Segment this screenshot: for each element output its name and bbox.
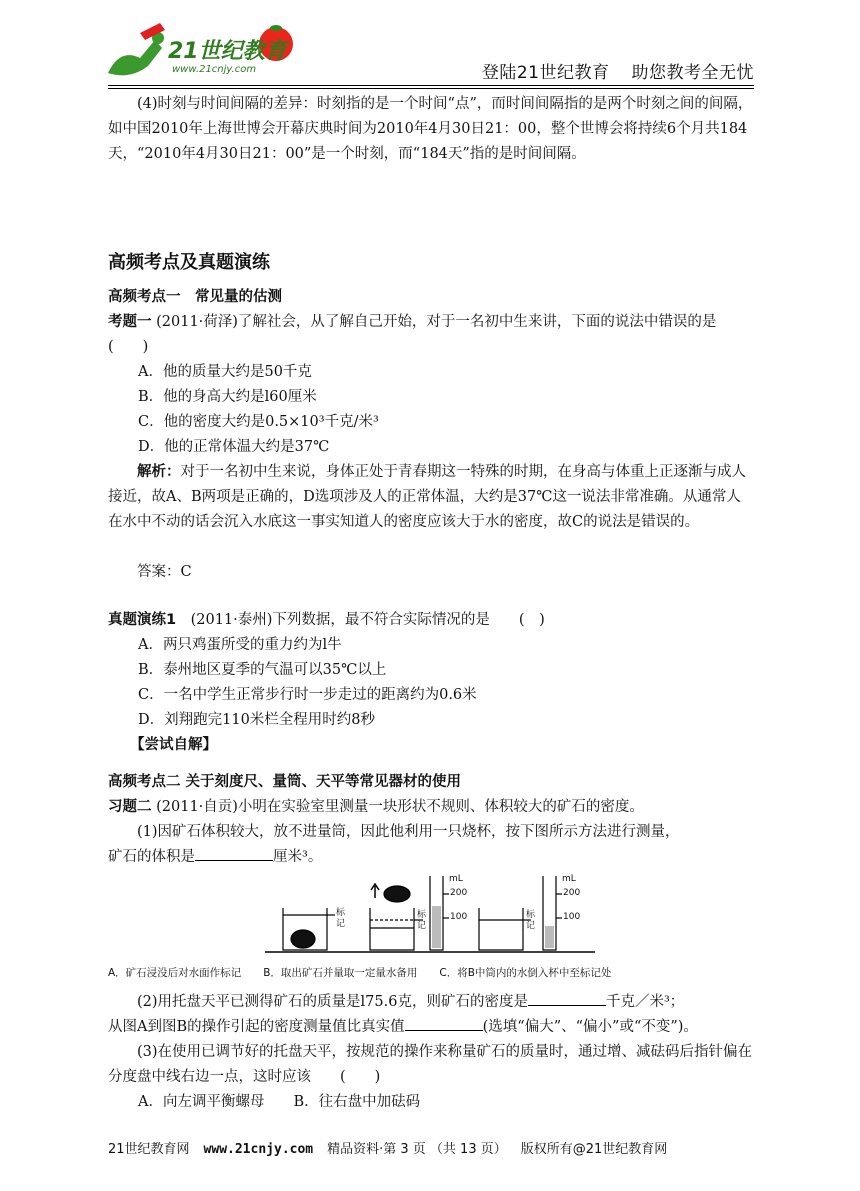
drill1-text: (2011·泰州)下列数据，最不符合实际情况的是 ( ): [176, 612, 545, 628]
cyl-b-tick-100: 100: [450, 912, 468, 922]
caption-c: C．将B中筒内的水倒入杯中至标记处: [439, 967, 612, 979]
cyl-b-unit: mL: [449, 874, 463, 884]
slogan-login: 登陆21世纪教育: [481, 63, 610, 83]
answer-blank-bias[interactable]: [405, 1016, 483, 1031]
point2-step2-line2: [108, 1015, 754, 1040]
point1-question: [108, 310, 754, 360]
logo-url: www.21cnjy.com: [172, 64, 257, 75]
point1-question-text: (2011·荷泽)了解社会，从了解自己开始，对于一名初中生来讲，下面的说法中错误的是 ( ): [108, 314, 746, 355]
logo-wordmark: 21世纪教育: [168, 39, 287, 64]
cyl-c-tick-100: 100: [563, 912, 581, 922]
drill1-option-a: A．两只鸡蛋所受的重力约为l牛: [138, 637, 342, 653]
analysis-text: 对于一名初中生来说，身体正处于青春期这一特殊的时期，在身高与体重上正逐渐与成人接近，故A、B两项是正确的，D选项涉及人的正常体温，大约是37℃这一说法非常准确。从通常人在水中不动的话会沉入水底这一事实知道人的密度应该大于水的密度，故C的说法是错误的。: [108, 464, 746, 530]
point2-step1-line1: (1)因矿石体积较大，放不进量筒，因此他利用一只烧杯，按下图所示方法进行测量，: [137, 824, 680, 840]
section-title: 高频考点及真题演练: [108, 252, 270, 273]
point2-step1-line2: [108, 845, 754, 870]
footer-page-info: 精品资料·第 3 页 （共 13 页）: [327, 1142, 507, 1157]
page-footer: [108, 1138, 681, 1157]
header-slogan: [482, 58, 754, 83]
footer-url[interactable]: www.21cnjy.com: [203, 1142, 314, 1157]
mark-label-b: 标记: [417, 910, 427, 931]
step1-post: 厘米³。: [273, 849, 323, 865]
step1-pre: 矿石的体积是: [108, 849, 195, 865]
footer-site: 21世纪教育网: [108, 1142, 190, 1157]
intro-paragraph: (4)时刻与时间间隔的差异：时刻指的是一个时间“点”，而时间间隔指的是两个时刻之间的间隔，如中国2010年上海世博会开幕庆典时间为2010年4月30日21：00，整个世博会将持续6个月共184天，“2010年4月30日21：00”是一个时刻，而“184天”指的是时间间隔。: [108, 96, 753, 162]
site-logo: [100, 18, 305, 86]
analysis-label: 解析：: [137, 464, 181, 480]
point1-analysis: [108, 460, 754, 535]
header-rule-thin: [108, 88, 754, 89]
point2-step2-line1: [108, 990, 754, 1015]
drill1-option-c: C．一名中学生正常步行时一步走过的距离约为0.6米: [138, 687, 477, 703]
point1-option-b: B．他的身高大约是l60厘米: [138, 389, 317, 405]
point1-title: 高频考点一 常见量的估测: [108, 289, 282, 305]
answer-blank-density[interactable]: [528, 991, 606, 1006]
header-rule: [108, 85, 754, 86]
figure-captions: [108, 965, 633, 980]
cyl-c-tick-200: 200: [563, 888, 581, 898]
step2b-pre: 从图A到图B的操作引起的密度测量值比真实值: [108, 1019, 405, 1035]
cyl-c-unit: mL: [562, 874, 576, 884]
point1-option-a: A．他的质量大约是50千克: [138, 364, 312, 380]
point2-question-text: (2011·自贡)小明在实验室里测量一块形状不规则、体积较大的矿石的密度。: [151, 799, 644, 815]
drill1-label: 真题演练1: [108, 612, 177, 628]
figure-graphic: [265, 868, 595, 958]
caption-b: B．取出矿石并量取一定量水备用: [263, 967, 418, 979]
drill1-question: [108, 608, 754, 633]
mark-label-a: 标记: [336, 908, 346, 929]
slogan-motto: 助您教考全无忧: [631, 63, 754, 83]
step2a-post: 千克／米³；: [605, 994, 685, 1010]
point1-option-c: C．他的密度大约是0.5×10³千克/米³: [138, 414, 379, 430]
point2-question: [108, 795, 754, 820]
drill1-option-d: D．刘翔跑完110米栏全程用时约8秒: [138, 712, 376, 728]
point2-step3: (3)在使用已调节好的托盘天平，按规范的操作来称量矿石的质量时，通过增、减砝码后指针偏在分度盘中线右边一点，这时应该 ( ): [108, 1044, 753, 1085]
mark-label-c: 标记: [526, 910, 536, 931]
point2-title: 高频考点二 关于刻度尺、量筒、天平等常见器材的使用: [108, 774, 462, 790]
point2-step3-options: A．向左调平衡螺母 B．往右盘中加砝码: [138, 1094, 421, 1110]
step2a-pre: (2)用托盘天平已测得矿石的质量是l75.6克，则矿石的密度是: [137, 994, 528, 1010]
try-self-solve: 【尝试自解】: [130, 737, 217, 753]
experiment-figure: [265, 868, 595, 958]
step2b-post: (选填“偏大”、“偏小”或“不变”)。: [482, 1019, 698, 1035]
drill1-option-b: B．泰州地区夏季的气温可以35℃以上: [138, 662, 387, 678]
point1-answer: 答案：C: [137, 564, 192, 580]
point1-option-d: D．他的正常体温大约是37℃: [138, 439, 330, 455]
answer-blank-volume[interactable]: [195, 846, 273, 861]
point1-question-label: 考题一: [108, 314, 152, 330]
caption-a: A．矿石浸没后对水面作标记: [108, 967, 242, 979]
footer-copyright: 版权所有@21世纪教育网: [520, 1142, 668, 1157]
point2-question-label: 习题二: [108, 799, 152, 815]
cyl-b-tick-200: 200: [450, 888, 468, 898]
